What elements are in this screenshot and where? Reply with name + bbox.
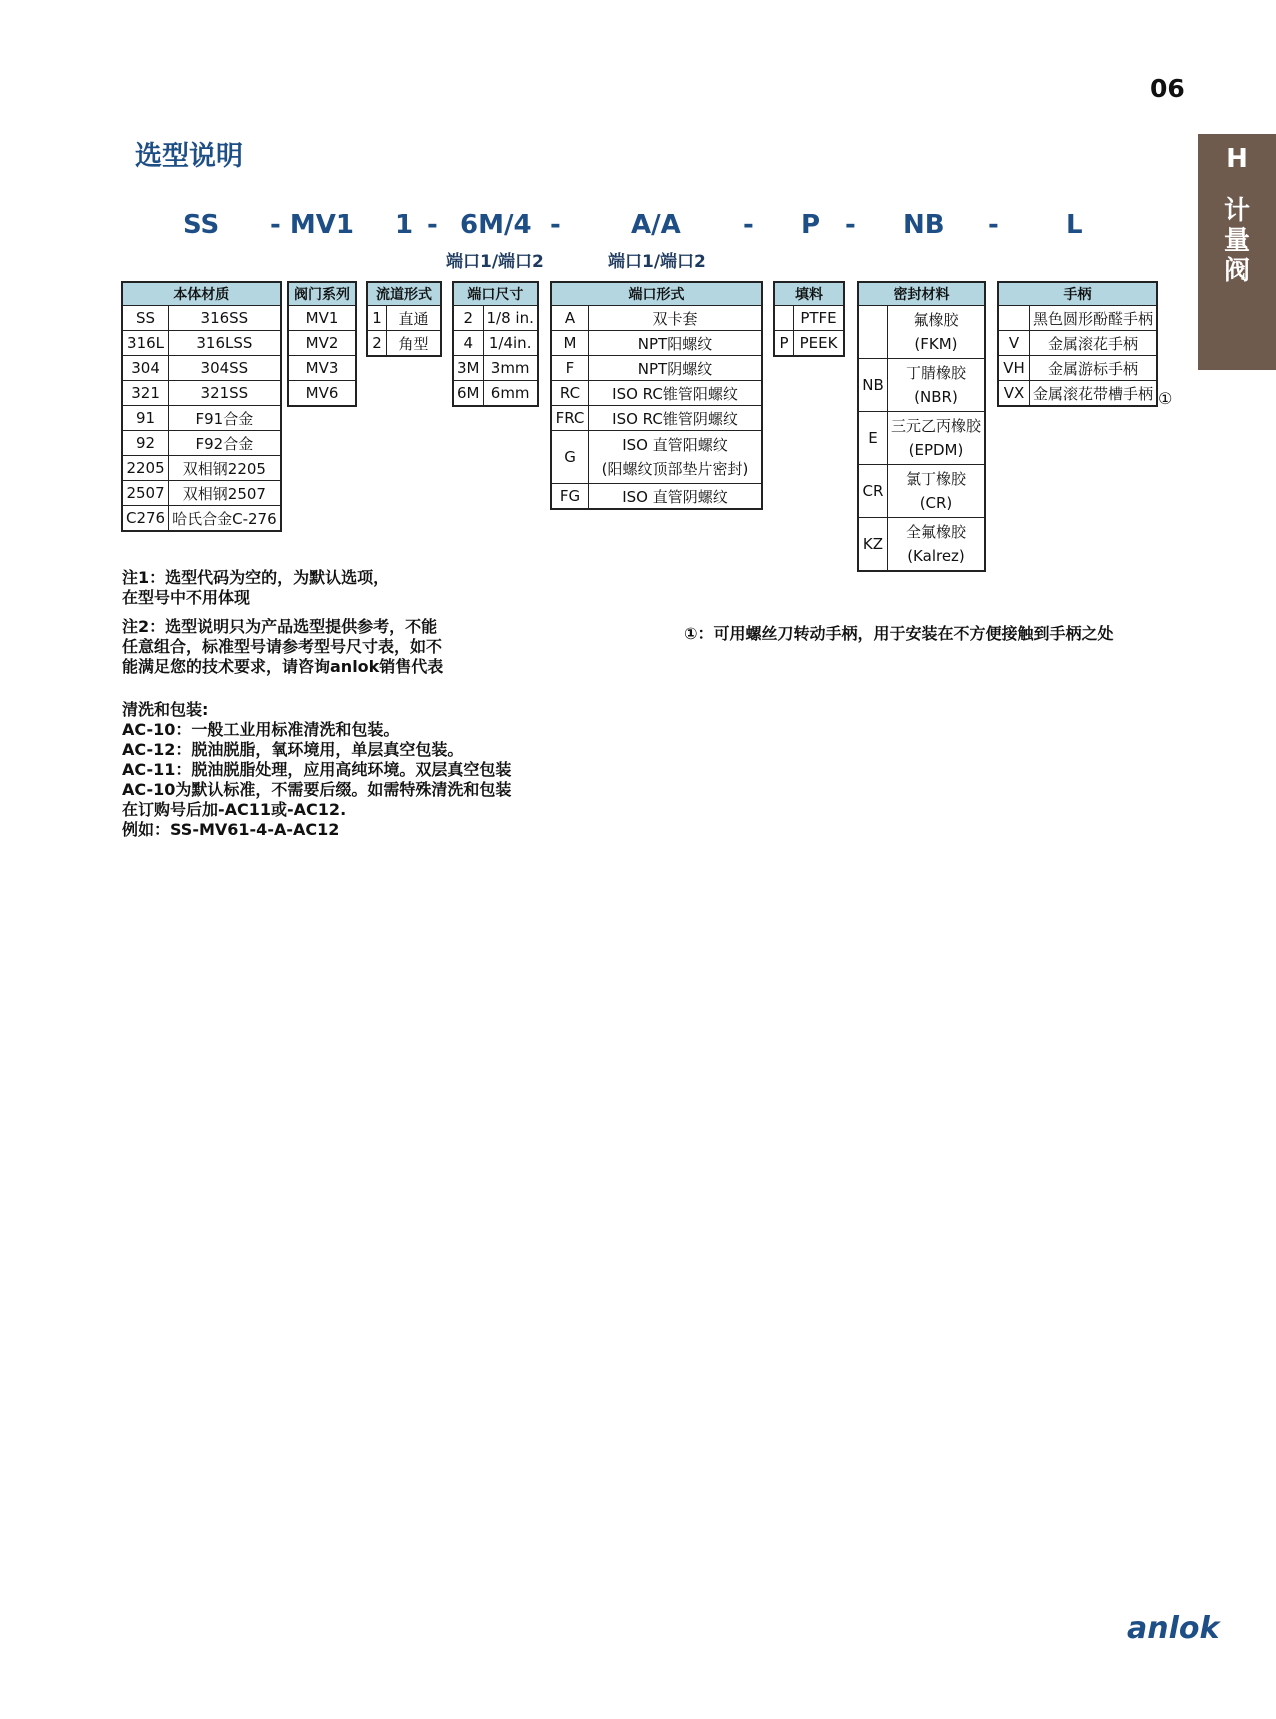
- table-row: 316L 316LSS: [122, 331, 281, 356]
- footnote: ①：可用螺丝刀转动手柄，用于安装在不方便接触到手柄之处: [684, 624, 1114, 643]
- table-row: 4 1/4in.: [453, 331, 538, 356]
- code-packing: P: [801, 210, 821, 240]
- table-port-size: [452, 281, 539, 407]
- table-row: 黑色圆形酚醛手柄: [998, 306, 1157, 331]
- anlok-logo: anlok: [1127, 1611, 1220, 1646]
- table-row: 2 1/8 in.: [453, 306, 538, 331]
- table-row: C276 哈氏合金C-276: [122, 506, 281, 532]
- note-1: 注1：选型代码为空的，为默认选项， 在型号中不用体现: [122, 568, 390, 607]
- code-port-type: A/A: [631, 210, 681, 240]
- table-row: CR 氯丁橡胶 (CR): [858, 465, 985, 518]
- table-row: F NPT阴螺纹: [551, 356, 762, 381]
- table-packing: [773, 281, 845, 357]
- cleaning-notes: 清洗和包装: AC-10：一般工业用标准清洗和包装。 AC-12：脱油脱脂，氧环境用，单层真空包装。 AC-11：脱油脱脂处理，应用高纯环境。双层真空包装 AC-10为默认标准，不需要后缀。如需特殊清洗和包装 在订购号后加-AC11或-AC12. 例如：SS-MV61-4-A-AC12: [122, 700, 512, 839]
- table-row: FRC ISO RC锥管阴螺纹: [551, 406, 762, 431]
- page-number: 06: [1150, 74, 1185, 103]
- note-2: 注2：选型说明只为产品选型提供参考，不能 任意组合，标准型号请参考型号尺寸表，如不 能满足您的技术要求，请咨询anlok销售代表: [122, 617, 444, 676]
- table-valve-series: [287, 281, 357, 407]
- port-sublabel: 端口1/端口2: [608, 252, 706, 272]
- section-title: 选型说明: [135, 141, 243, 172]
- table-row: MV2: [288, 331, 356, 356]
- table-header: 流道形式: [367, 282, 441, 306]
- table-row: NB 丁腈橡胶 (NBR): [858, 359, 985, 412]
- table-row: RC ISO RC锥管阳螺纹: [551, 381, 762, 406]
- table-row: A 双卡套: [551, 306, 762, 331]
- table-header: 阀门系列: [288, 282, 356, 306]
- code-dash: -: [988, 210, 999, 240]
- code-port-size: 6M/4: [460, 210, 532, 240]
- table-body-material: [121, 281, 282, 532]
- table-flow-path: [366, 281, 442, 357]
- table-row: SS 316SS: [122, 306, 281, 331]
- table-row: 2507 双相钢2507: [122, 481, 281, 506]
- table-row: KZ 全氟橡胶 (Kalrez): [858, 518, 985, 572]
- table-row: 1 直通: [367, 306, 441, 331]
- code-material: SS: [183, 210, 220, 240]
- side-tab-letter: H: [1226, 144, 1248, 174]
- table-header: 本体材质: [122, 282, 281, 306]
- table-header: 端口形式: [551, 282, 762, 306]
- port-sublabel: 端口1/端口2: [446, 252, 544, 272]
- table-row: 3M 3mm: [453, 356, 538, 381]
- table-header: 密封材料: [858, 282, 985, 306]
- table-port-type: [550, 281, 763, 510]
- code-flow: 1: [395, 210, 414, 240]
- table-row: MV3: [288, 356, 356, 381]
- table-row: PTFE: [774, 306, 844, 331]
- table-row: 304 304SS: [122, 356, 281, 381]
- table-header: 端口尺寸: [453, 282, 538, 306]
- side-tab-label: 计量阀: [1223, 196, 1250, 286]
- table-row: E 三元乙丙橡胶 (EPDM): [858, 412, 985, 465]
- code-dash: -: [427, 210, 438, 240]
- table-handle: [997, 281, 1158, 407]
- table-row: 92 F92合金: [122, 431, 281, 456]
- table-row: 氟橡胶 (FKM): [858, 306, 985, 359]
- code-seal: NB: [903, 210, 945, 240]
- table-row: FG ISO 直管阴螺纹: [551, 484, 762, 510]
- table-row: 2205 双相钢2205: [122, 456, 281, 481]
- table-row: VX 金属滚花带槽手柄: [998, 381, 1157, 407]
- table-row: M NPT阳螺纹: [551, 331, 762, 356]
- table-header: 手柄: [998, 282, 1157, 306]
- table-row: MV6: [288, 381, 356, 407]
- table-row: 6M 6mm: [453, 381, 538, 407]
- code-dash: -: [845, 210, 856, 240]
- table-row: P PEEK: [774, 331, 844, 357]
- circle-marker: ①: [1158, 389, 1173, 408]
- table-header: 填料: [774, 282, 844, 306]
- table-row: 321 321SS: [122, 381, 281, 406]
- table-row: 91 F91合金: [122, 406, 281, 431]
- code-handle: L: [1066, 210, 1083, 240]
- code-dash: -: [743, 210, 754, 240]
- table-row: 2 角型: [367, 331, 441, 357]
- code-dash: -: [550, 210, 561, 240]
- table-row: V 金属滚花手柄: [998, 331, 1157, 356]
- code-series: - MV1: [270, 210, 354, 240]
- side-tab: [1198, 134, 1276, 370]
- table-row: VH 金属游标手柄: [998, 356, 1157, 381]
- table-row: MV1: [288, 306, 356, 331]
- table-seal-material: [857, 281, 986, 572]
- table-row: G ISO 直管阳螺纹 (阳螺纹顶部垫片密封): [551, 431, 762, 484]
